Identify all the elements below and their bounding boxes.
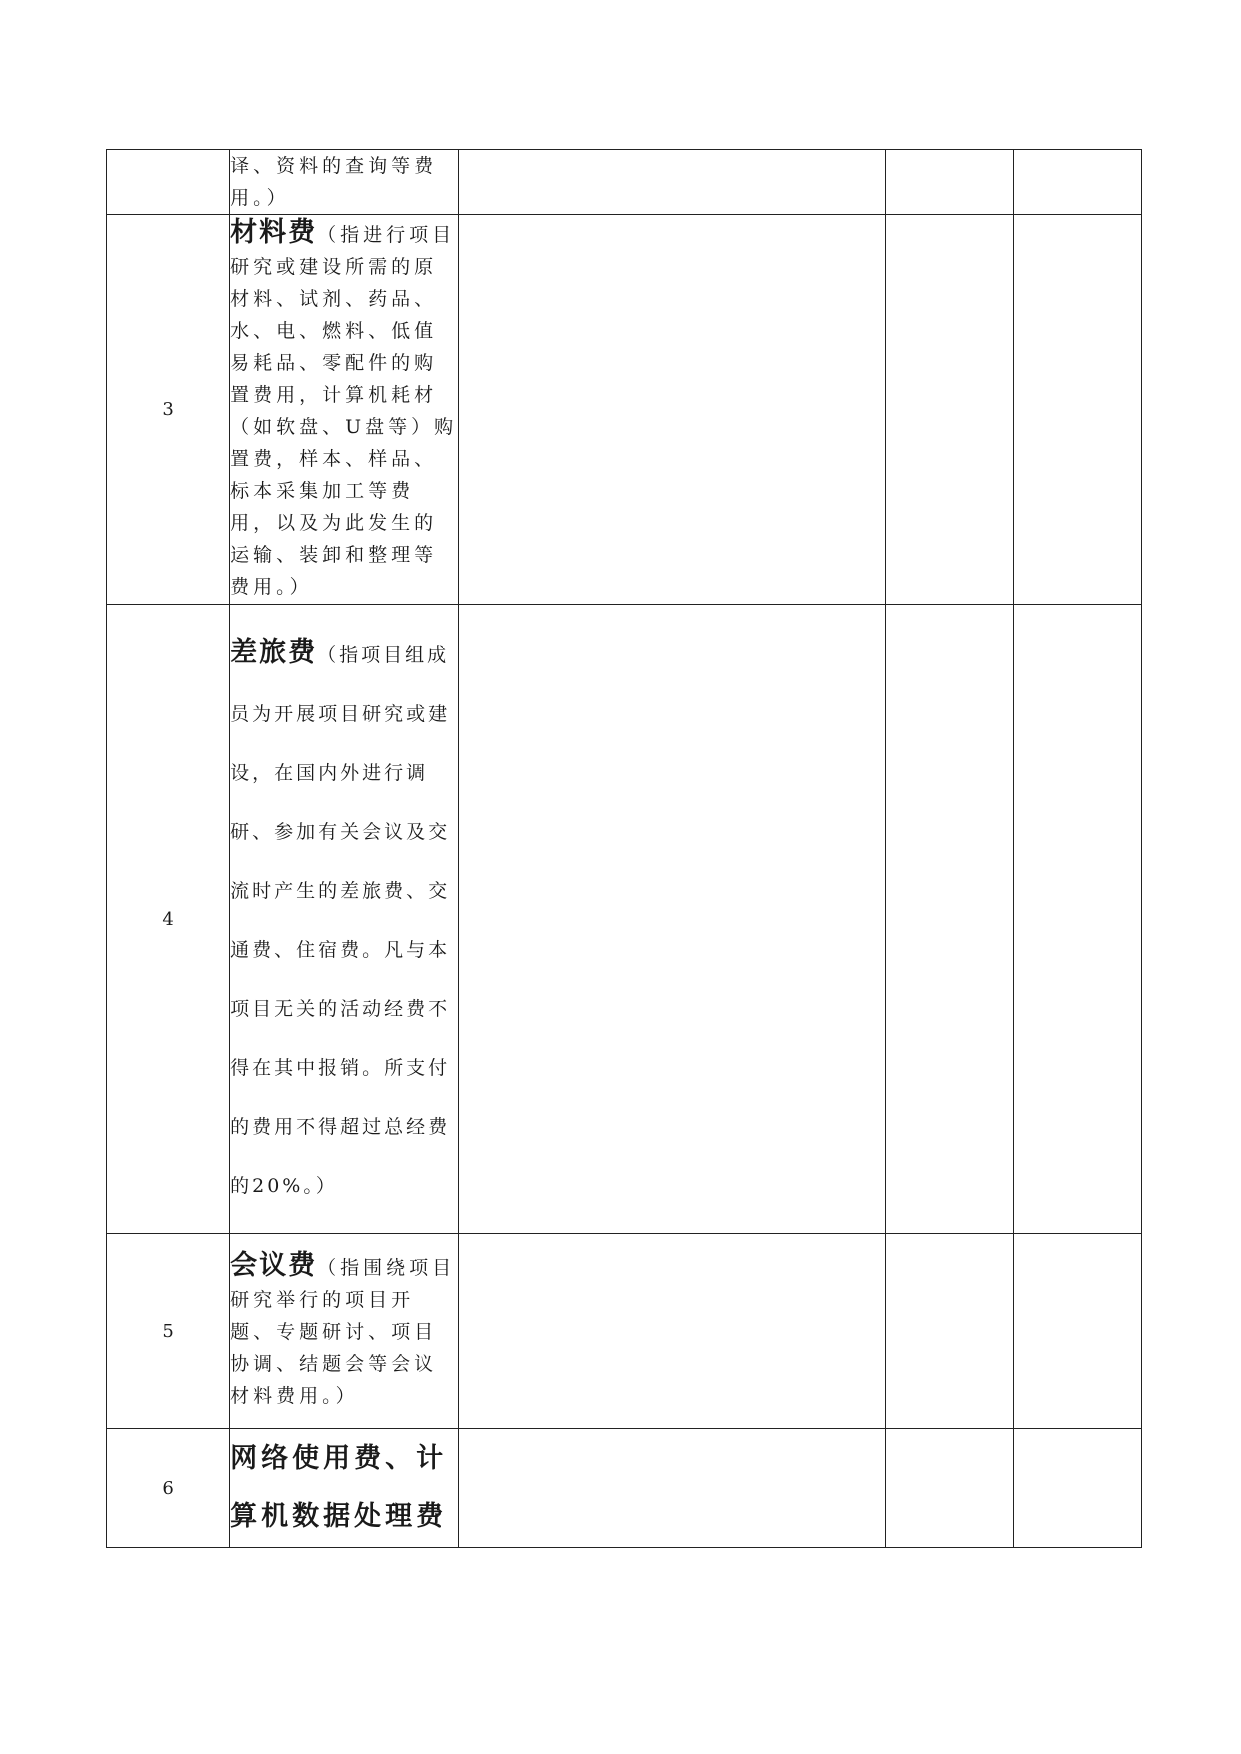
table-row [107,605,1142,1234]
amount-cell [885,1234,1013,1429]
row-number-cell: 3 [107,215,230,605]
row-number-cell: 6 [107,1429,230,1548]
budget-table [106,149,1142,1548]
expense-explanation: （指项目组成员为开展项目研究或建设，在国内外进行调研、参加有关会议及交流时产生的差旅费、交通费、住宿费。凡与本项目无关的活动经费不得在其中报销。所支付的费用不得超过总经费的20%。） [230,643,451,1197]
expense-description [230,217,458,603]
expense-description-cell [230,1429,459,1548]
table-row [107,1429,1142,1548]
expense-title: 差旅费 [230,636,318,668]
remark-cell [1013,605,1141,1234]
table-row [107,150,1142,215]
expense-description-cell [230,605,459,1234]
row-number-cell: 5 [107,1234,230,1429]
expense-description [230,1250,458,1412]
amount-cell [885,150,1013,215]
amount-cell [885,1429,1013,1548]
amount-cell [885,605,1013,1234]
amount-detail-cell [459,215,885,605]
remark-cell [1013,1234,1141,1429]
row-number-cell [107,150,230,215]
expense-explanation: （指围绕项目研究举行的项目开题、专题研讨、项目协调、结题会等会议材料费用。） [230,1257,456,1407]
expense-title: 材料费 [230,216,318,248]
expense-description-cell [230,1234,459,1429]
row-number-cell: 4 [107,605,230,1234]
expense-description [230,623,458,1216]
remark-cell [1013,215,1141,605]
amount-detail-cell [459,1234,885,1429]
expense-description-cell [230,150,459,215]
expense-description: 译、资料的查询等费用。） [230,155,438,209]
amount-detail-cell [459,1429,885,1548]
amount-detail-cell [459,605,885,1234]
expense-title: 网络使用费、计算机数据处理费 [230,1443,448,1532]
expense-description-cell [230,215,459,605]
remark-cell [1013,1429,1141,1548]
expense-explanation: （指进行项目研究或建设所需的原材料、试剂、药品、水、电、燃料、低值易耗品、零配件的购置费用，计算机耗材（如软盘、U盘等）购置费，样本、样品、标本采集加工等费用，以及为此发生的运输、装卸和整理等费用。） [230,223,458,598]
table-row [107,215,1142,605]
expense-title: 会议费 [230,1250,318,1281]
amount-cell [885,215,1013,605]
amount-detail-cell [459,150,885,215]
remark-cell [1013,150,1141,215]
table-row [107,1234,1142,1429]
